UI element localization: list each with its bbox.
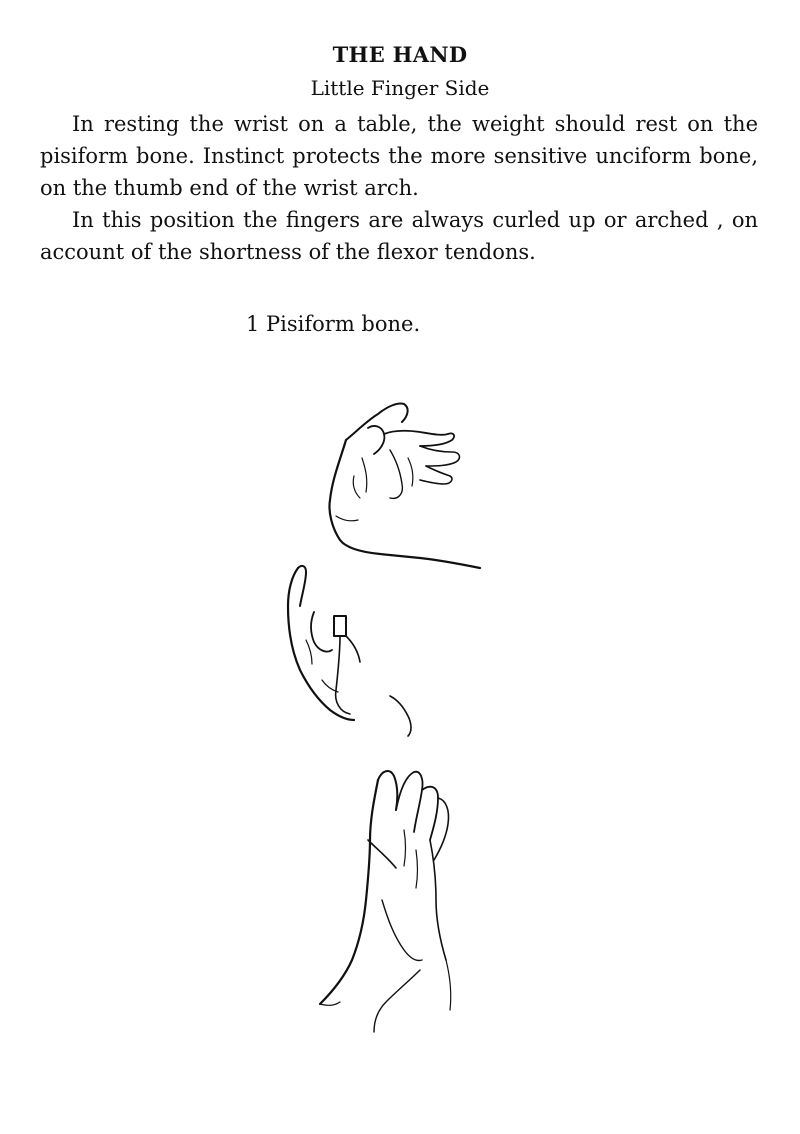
page-title: THE HAND	[332, 42, 468, 67]
page-subtitle: Little Finger Side	[310, 76, 490, 100]
paragraph-1: In resting the wrist on a table, the weight should rest on the pisiform bone. Instinct protects the more sensitive unciform bone, on the thumb end of the wrist arch.	[40, 112, 758, 200]
hand-illustration	[270, 380, 550, 1100]
upper-hand-sketch	[329, 403, 480, 568]
paragraph-2: In this position the fingers are always curled up or arched , on account of the shortness of the flexor tendons.	[40, 208, 758, 264]
hand-sketch-svg	[270, 380, 550, 1100]
body-text	[40, 108, 758, 268]
middle-hand-sketch	[288, 566, 411, 736]
figure-caption: 1 Pisiform bone.	[246, 312, 421, 336]
lower-hand-sketch	[320, 771, 451, 1032]
